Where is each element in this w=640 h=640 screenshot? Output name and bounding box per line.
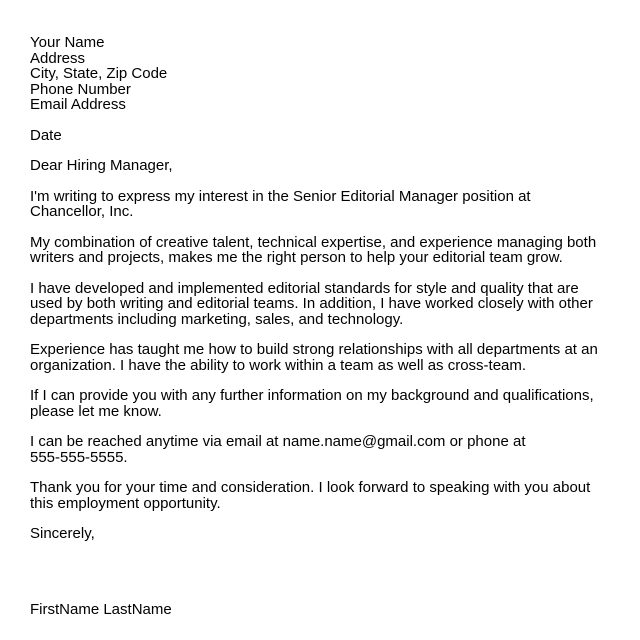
paragraph-line: Experience has taught me how to build strong relationships with all departments at an — [30, 341, 598, 358]
paragraph-5 — [30, 388, 635, 419]
sender-phone: Phone Number — [30, 80, 131, 98]
paragraph-line: I have developed and implemented editorial standards for style and quality that are — [30, 279, 579, 297]
sender-name: Your Name — [30, 34, 105, 51]
paragraph-line: 555-555-5555. — [30, 448, 128, 466]
signature-name: FirstName LastName — [30, 600, 172, 618]
paragraph-1 — [30, 189, 635, 220]
paragraph-line: writers and projects, makes me the right person to help your editorial team grow. — [30, 249, 563, 266]
sender-city-state-zip: City, State, Zip Code — [30, 65, 168, 82]
paragraph-2 — [30, 235, 635, 266]
paragraph-3 — [30, 281, 635, 328]
paragraph-line: this employment opportunity. — [30, 494, 221, 512]
paragraph-line: used by both writing and editorial teams. In addition, I have worked closely with other — [30, 295, 593, 312]
paragraph-4 — [30, 342, 635, 373]
paragraph-line: I'm writing to express my interest in the Senior Editorial Manager position at — [30, 187, 531, 205]
paragraph-line: Chancellor, Inc. — [30, 203, 134, 220]
paragraph-line: organization. I have the ability to work within a team as well as cross-team. — [30, 356, 527, 374]
paragraph-6 — [30, 434, 635, 465]
paragraph-line: departments including marketing, sales, and technology. — [30, 310, 404, 328]
paragraph-line: My combination of creative talent, technical expertise, and experience managing both — [30, 233, 597, 251]
sender-email: Email Address — [30, 96, 126, 113]
closing: Sincerely, — [30, 525, 95, 542]
letter-date: Date — [30, 126, 62, 144]
cover-letter — [30, 35, 635, 617]
paragraph-line: If I can provide you with any further information on my background and qualifications, — [30, 387, 594, 404]
paragraph-line: I can be reached anytime via email at name.name@gmail.com or phone at — [30, 433, 526, 450]
salutation: Dear Hiring Manager, — [30, 157, 173, 174]
paragraph-line: please let me know. — [30, 402, 162, 420]
paragraph-7 — [30, 480, 635, 511]
sender-address: Address — [30, 49, 86, 67]
sender-block — [30, 35, 635, 113]
paragraph-line: Thank you for your time and consideration. I look forward to speaking with you about — [30, 479, 591, 496]
